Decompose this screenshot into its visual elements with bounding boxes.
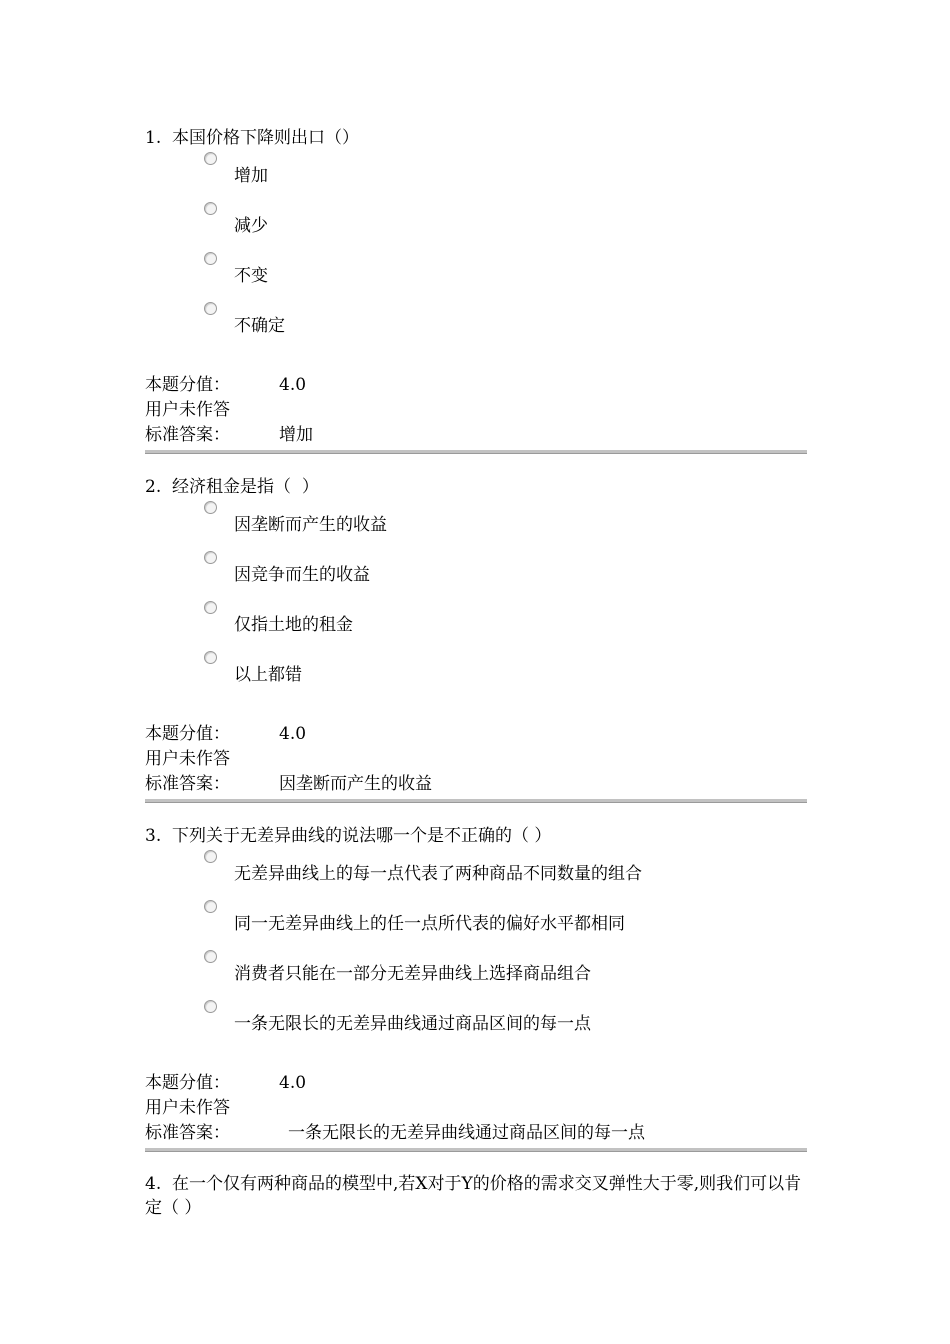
option-label: 无差异曲线上的每一点代表了两种商品不同数量的组合 <box>234 864 642 884</box>
radio-button[interactable] <box>204 202 217 215</box>
question-1-option-1[interactable] <box>145 151 807 201</box>
question-4-title: 4. 在一个仅有两种商品的模型中,若X对于Y的价格的需求交叉弹性大于零,则我们可以肯定（ ） <box>145 1174 802 1218</box>
option-label: 不确定 <box>234 316 285 336</box>
question-1 <box>145 125 807 351</box>
standard-answer-label: 标准答案： <box>145 774 230 794</box>
question-1-title: 1. 本国价格下降则出口（） <box>145 128 360 148</box>
radio-button[interactable] <box>204 651 217 664</box>
divider <box>145 450 807 454</box>
question-2-meta <box>145 722 807 797</box>
score-label: 本题分值： <box>145 1073 230 1093</box>
radio-button[interactable] <box>204 152 217 165</box>
question-2-option-4[interactable] <box>145 650 807 700</box>
radio-button[interactable] <box>204 302 217 315</box>
question-1-meta <box>145 373 807 448</box>
divider <box>145 1148 807 1152</box>
question-1-option-4[interactable] <box>145 301 807 351</box>
question-3 <box>145 823 807 1049</box>
option-label: 不变 <box>234 266 268 286</box>
radio-button[interactable] <box>204 950 217 963</box>
radio-button[interactable] <box>204 601 217 614</box>
question-1-option-2[interactable] <box>145 201 807 251</box>
question-1-option-3[interactable] <box>145 251 807 301</box>
option-label: 以上都错 <box>234 665 302 685</box>
score-label: 本题分值： <box>145 724 230 744</box>
question-4 <box>145 1172 807 1220</box>
score-value: 4.0 <box>279 724 307 744</box>
option-label: 减少 <box>234 216 268 236</box>
option-label: 消费者只能在一部分无差异曲线上选择商品组合 <box>234 964 591 984</box>
question-3-option-3[interactable] <box>145 949 807 999</box>
question-2-option-2[interactable] <box>145 550 807 600</box>
radio-button[interactable] <box>204 252 217 265</box>
question-3-option-1[interactable] <box>145 849 807 899</box>
standard-answer-label: 标准答案： <box>145 1123 230 1143</box>
option-label: 仅指土地的租金 <box>234 615 353 635</box>
option-label: 一条无限长的无差异曲线通过商品区间的每一点 <box>234 1014 591 1034</box>
standard-answer-value: 因垄断而产生的收益 <box>279 774 432 794</box>
answer-status: 用户未作答 <box>145 1098 230 1118</box>
question-3-option-4[interactable] <box>145 999 807 1049</box>
radio-button[interactable] <box>204 900 217 913</box>
question-2-option-1[interactable] <box>145 500 807 550</box>
radio-button[interactable] <box>204 551 217 564</box>
option-label: 同一无差异曲线上的任一点所代表的偏好水平都相同 <box>234 914 625 934</box>
score-value: 4.0 <box>279 375 307 395</box>
answer-status: 用户未作答 <box>145 749 230 769</box>
question-2-option-3[interactable] <box>145 600 807 650</box>
question-2-title: 2. 经济租金是指（ ） <box>145 477 319 497</box>
radio-button[interactable] <box>204 850 217 863</box>
option-label: 因垄断而产生的收益 <box>234 515 387 535</box>
divider <box>145 799 807 803</box>
question-3-title: 3. 下列关于无差异曲线的说法哪一个是不正确的（ ） <box>145 826 552 846</box>
question-3-option-2[interactable] <box>145 899 807 949</box>
option-label: 增加 <box>234 166 268 186</box>
score-value: 4.0 <box>279 1073 307 1093</box>
question-2 <box>145 474 807 700</box>
standard-answer-label: 标准答案： <box>145 425 230 445</box>
score-label: 本题分值： <box>145 375 230 395</box>
radio-button[interactable] <box>204 1000 217 1013</box>
option-label: 因竞争而生的收益 <box>234 565 370 585</box>
answer-status: 用户未作答 <box>145 400 230 420</box>
question-3-meta <box>145 1071 807 1146</box>
radio-button[interactable] <box>204 501 217 514</box>
standard-answer-value: 增加 <box>279 425 313 445</box>
standard-answer-value: 一条无限长的无差异曲线通过商品区间的每一点 <box>288 1123 645 1143</box>
